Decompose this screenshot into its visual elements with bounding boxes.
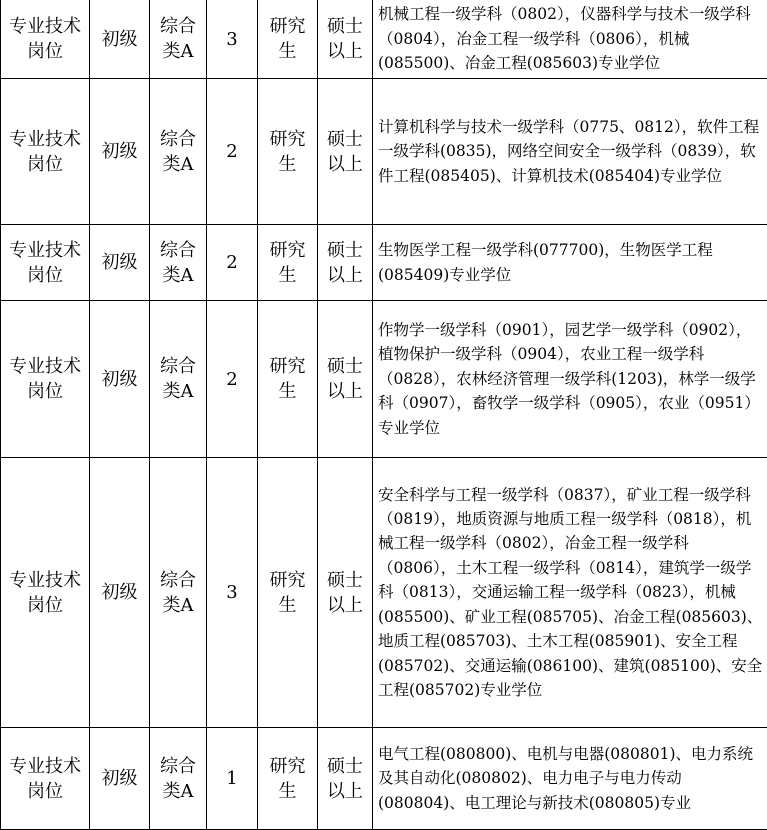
- level-cell: 初级: [90, 301, 150, 458]
- category-cell: 综合类A: [150, 79, 207, 225]
- count-cell: 2: [207, 79, 258, 225]
- degree-cell: 硕士以上: [318, 0, 373, 79]
- table-row: [1, 79, 767, 225]
- level-cell: 初级: [90, 458, 150, 728]
- level-cell: 初级: [90, 79, 150, 225]
- major-cell: 机械工程一级学科（0802），仪器科学与技术一级学科（0804），冶金工程一级学科（0806），机械(085500)、冶金工程(085603)专业学位: [373, 0, 767, 79]
- major-cell: 安全科学与工程一级学科（0837），矿业工程一级学科（0819），地质资源与地质工程一级学科（0818），机械工程一级学科（0802），冶金工程一级学科（0806），土木工程一级学科（0814），建筑学一级学科（0813），交通运输工程一级学科（0823），机械(085500)、矿业工程(085705)、冶金工程(085603)、地质工程(085703)、土木工程(085901)、安全工程(085702)、交通运输(086100)、建筑(085100)、安全工程(085702)专业学位: [373, 458, 767, 728]
- level-cell: 初级: [90, 728, 150, 830]
- education-cell: 研究生: [258, 0, 318, 79]
- table-row: [1, 458, 767, 728]
- count-cell: 2: [207, 301, 258, 458]
- post-type-cell: 专业技术岗位: [1, 225, 90, 301]
- post-type-cell: 专业技术岗位: [1, 728, 90, 830]
- level-cell: 初级: [90, 0, 150, 79]
- table-row: [1, 301, 767, 458]
- degree-cell: 硕士以上: [318, 458, 373, 728]
- major-cell: 作物学一级学科（0901），园艺学一级学科（0902），植物保护一级学科（0904），农业工程一级学科（0828），农林经济管理一级学科(1203)，林学一级学科（0907），畜牧学一级学科（0905），农业（0951）专业学位: [373, 301, 767, 458]
- category-cell: 综合类A: [150, 728, 207, 830]
- degree-cell: 硕士以上: [318, 79, 373, 225]
- level-cell: 初级: [90, 225, 150, 301]
- table-row: [1, 225, 767, 301]
- post-type-cell: 专业技术岗位: [1, 79, 90, 225]
- degree-cell: 硕士以上: [318, 301, 373, 458]
- education-cell: 研究生: [258, 225, 318, 301]
- post-type-cell: 专业技术岗位: [1, 458, 90, 728]
- category-cell: 综合类A: [150, 301, 207, 458]
- education-cell: 研究生: [258, 728, 318, 830]
- count-cell: 2: [207, 225, 258, 301]
- category-cell: 综合类A: [150, 0, 207, 79]
- post-type-cell: 专业技术岗位: [1, 301, 90, 458]
- major-cell: 计算机科学与技术一级学科（0775、0812），软件工程一级学科(0835)，网络空间安全一级学科（0839），软件工程(085405)、计算机技术(085404)专业学位: [373, 79, 767, 225]
- major-cell: 电气工程(080800)、电机与电器(080801)、电力系统及其自动化(080802)、电力电子与电力传动(080804)、电工理论与新技术(080805)专业: [373, 728, 767, 830]
- category-cell: 综合类A: [150, 225, 207, 301]
- degree-cell: 硕士以上: [318, 225, 373, 301]
- table-row: [1, 728, 767, 830]
- count-cell: 1: [207, 728, 258, 830]
- count-cell: 3: [207, 458, 258, 728]
- major-cell: 生物医学工程一级学科(077700)，生物医学工程(085409)专业学位: [373, 225, 767, 301]
- degree-cell: 硕士以上: [318, 728, 373, 830]
- count-cell: 3: [207, 0, 258, 79]
- post-type-cell: 专业技术岗位: [1, 0, 90, 79]
- education-cell: 研究生: [258, 79, 318, 225]
- table-row: [1, 0, 767, 79]
- education-cell: 研究生: [258, 458, 318, 728]
- education-cell: 研究生: [258, 301, 318, 458]
- category-cell: 综合类A: [150, 458, 207, 728]
